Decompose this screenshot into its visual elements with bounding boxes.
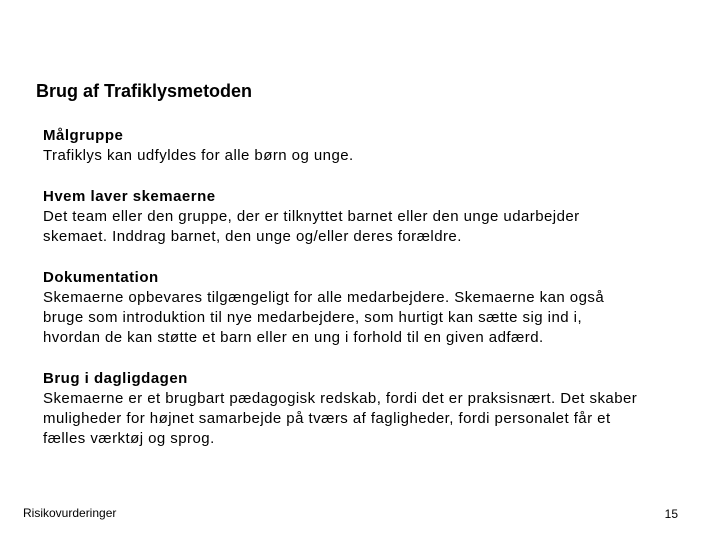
section-dokumentation: [43, 268, 693, 348]
section-body: [43, 288, 693, 348]
section-heading: Dokumentation: [43, 269, 159, 286]
body-line: Skemaerne opbevares tilgængeligt for alle medarbejdere. Skemaerne kan også: [43, 289, 605, 306]
slide-content: [43, 126, 693, 449]
body-line: hvordan de kan støtte et barn eller en ung i forhold til en given adfærd.: [43, 329, 544, 346]
body-line: bruge som introduktion til nye medarbejdere, som hurtigt kan sætte sig ind i,: [43, 309, 583, 326]
section-body: [43, 146, 693, 166]
section-heading: Målgruppe: [43, 127, 124, 144]
section-maalgruppe: [43, 126, 693, 166]
section-heading: Brug i dagligdagen: [43, 370, 188, 387]
body-line: fælles værktøj og sprog.: [43, 430, 215, 447]
section-hvem-laver-skemaerne: [43, 187, 693, 247]
section-body: [43, 207, 693, 247]
body-line: muligheder for højnet samarbejde på tværs af fagligheder, fordi personalet får et: [43, 410, 611, 427]
section-heading: Hvem laver skemaerne: [43, 188, 216, 205]
slide-title: Brug af Trafiklysmetoden: [36, 81, 253, 101]
section-body: [43, 389, 693, 449]
body-line: Det team eller den gruppe, der er tilknyttet barnet eller den unge udarbejder: [43, 208, 580, 225]
section-brug-i-dagligdagen: [43, 369, 693, 449]
body-line: skemaet. Inddrag barnet, den unge og/eller deres forældre.: [43, 228, 462, 245]
body-line: Skemaerne er et brugbart pædagogisk redskab, fordi det er praksisnært. Det skaber: [43, 390, 638, 407]
body-line: Trafiklys kan udfyldes for alle børn og unge.: [43, 147, 354, 164]
page-number: 15: [664, 507, 678, 521]
footer-label: Risikovurderinger: [23, 506, 117, 520]
